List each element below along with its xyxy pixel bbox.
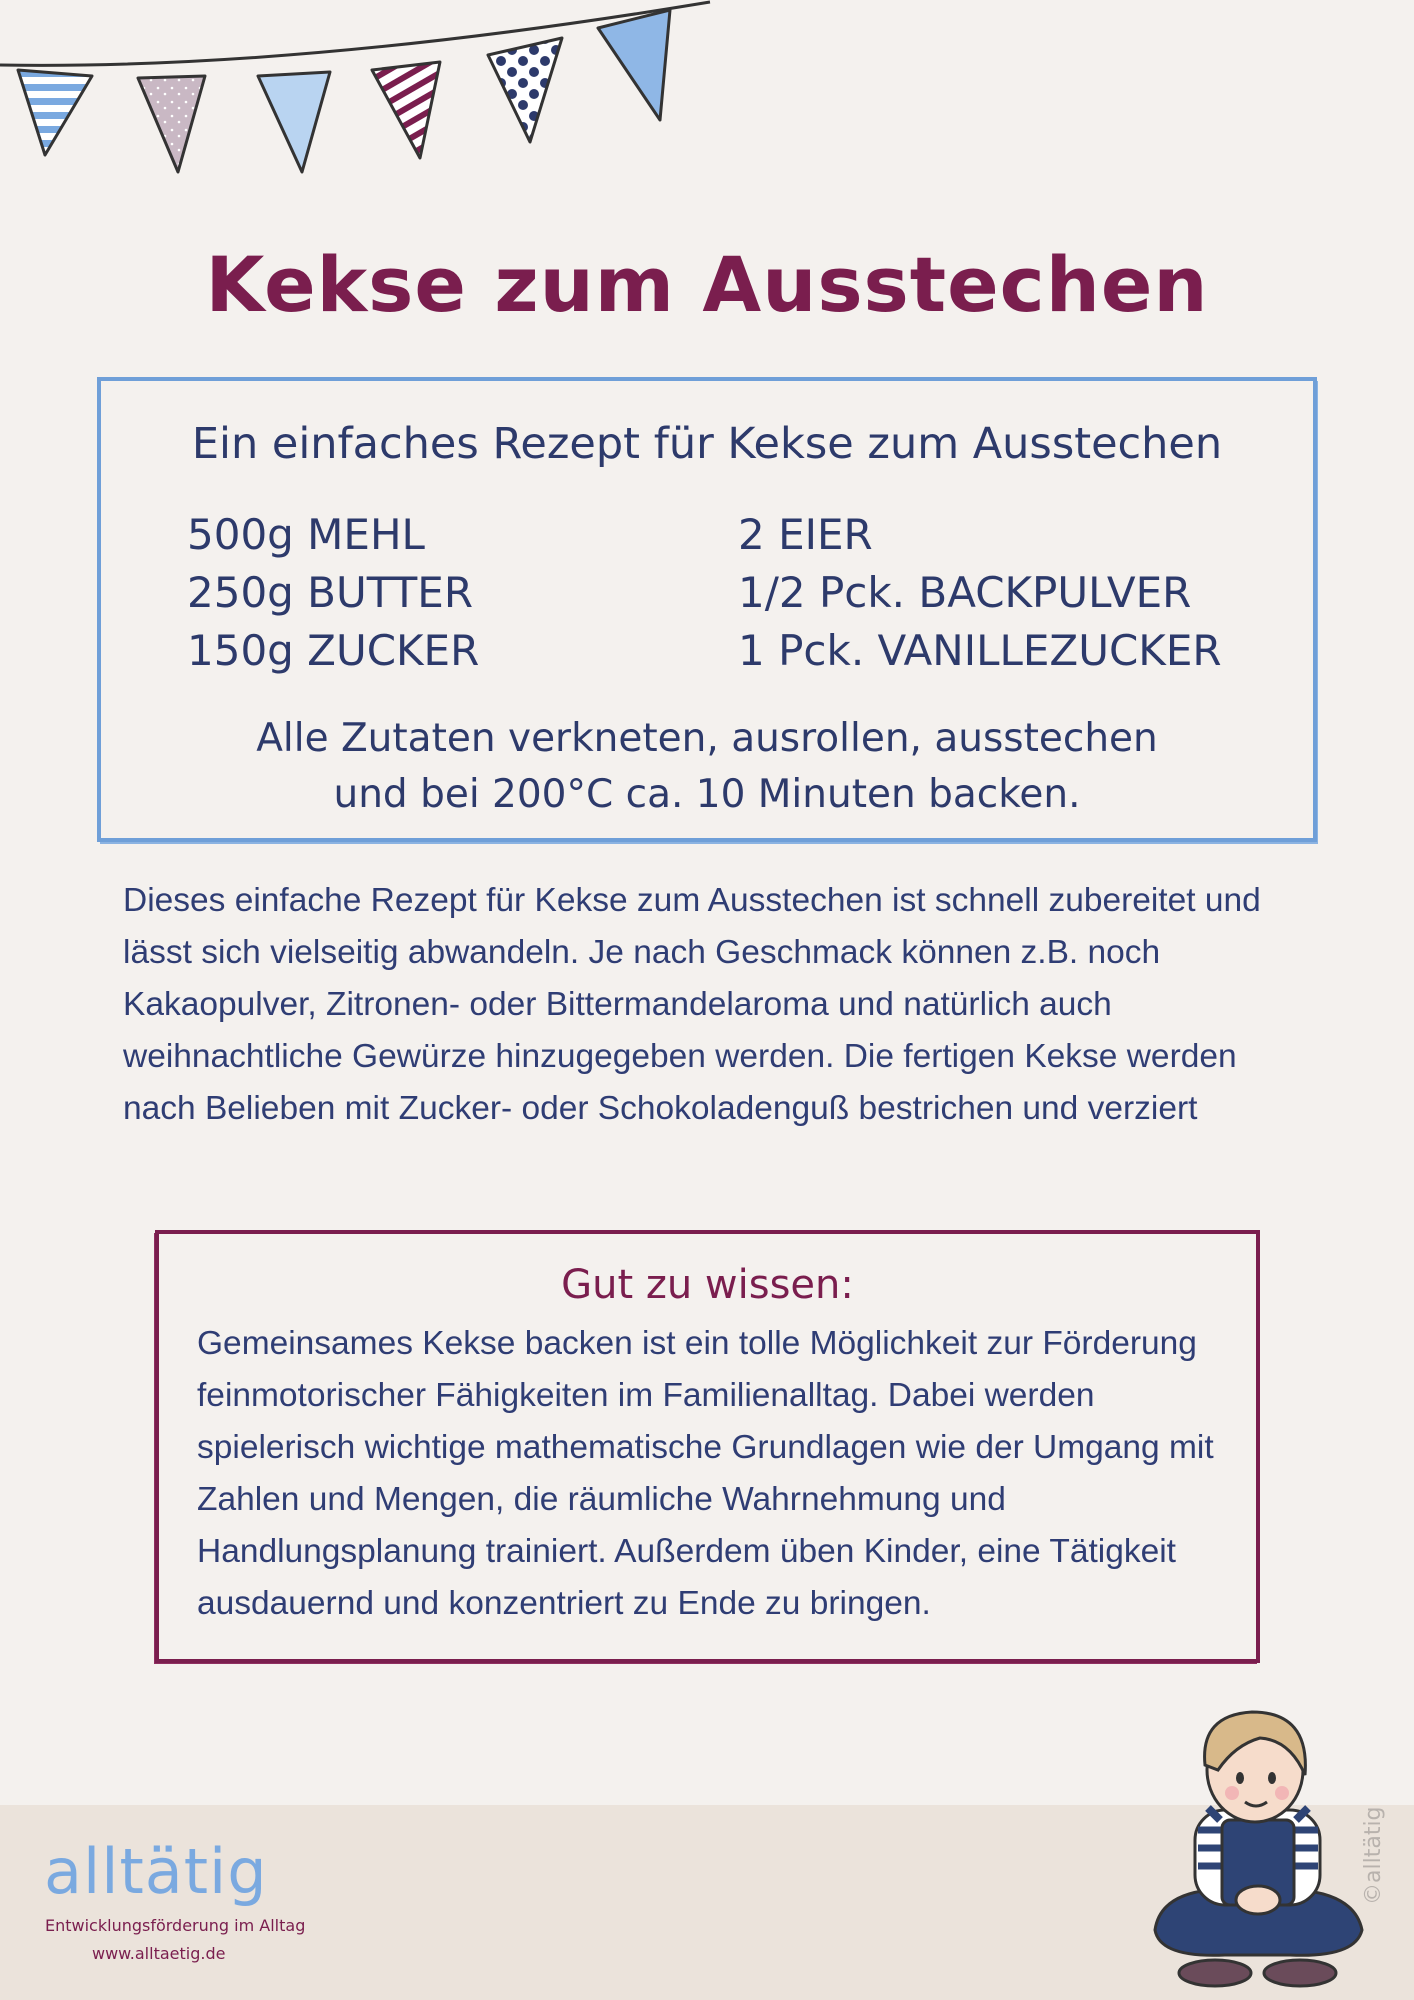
- recipe-instructions: [101, 711, 1313, 823]
- page-title: Kekse zum Ausstechen: [205, 240, 1209, 329]
- recipe-subtitle: Ein einfaches Rezept für Kekse zum Ausstechen: [191, 419, 1223, 469]
- good-to-know-title: Gut zu wissen:: [561, 1262, 854, 1308]
- brand-tagline: Entwicklungsförderung im Alltag: [45, 1916, 306, 1935]
- instruction-line: und bei 200°C ca. 10 Minuten backen.: [333, 772, 1081, 817]
- recipe-box: [97, 377, 1317, 842]
- good-to-know-box: [155, 1230, 1260, 1663]
- ingredients-right: [738, 506, 1222, 680]
- ingredient-item: 500g MEHL: [187, 510, 425, 559]
- ingredient-item: 2 EIER: [738, 510, 873, 559]
- ingredient-item: 150g ZUCKER: [187, 626, 480, 675]
- instruction-line: Alle Zutaten verkneten, ausrollen, ausstechen: [256, 716, 1158, 761]
- child-illustration-icon: [1140, 1690, 1370, 2000]
- ingredient-item: 250g BUTTER: [187, 568, 474, 617]
- ingredients-left: [187, 506, 479, 680]
- bunting-garland-icon: [0, 0, 720, 190]
- good-to-know-text: Gemeinsames Kekse backen ist ein tolle Möglichkeit zur Förderung feinmotorischer Fähigkeiten im Familienalltag. Dabei werden spielerisch wichtige mathematische Grundlagen wie der Umgang mit Zahlen und Mengen, die räumliche Wahrnehmung und Handlungsplanung trainiert. Außerdem üben Kinder, eine Tätigkeit ausdauernd und konzentriert zu Ende zu bringen.: [197, 1325, 1214, 1622]
- ingredient-item: 1 Pck. VANILLEZUCKER: [738, 626, 1222, 675]
- website-link[interactable]: www.alltaetig.de: [92, 1944, 226, 1963]
- description-paragraph: Dieses einfache Rezept für Kekse zum Ausstechen ist schnell zubereitet und lässt sich vielseitig abwandeln. Je nach Geschmack können z.B. noch Kakaopulver, Zitronen- oder Bittermandelaroma und natürlich auch weihnachtliche Gewürze hinzugegeben werden. Die fertigen Kekse werden nach Belieben mit Zucker- oder Schokoladenguß bestrichen und verziert: [123, 882, 1261, 1127]
- brand-logo: alltätig: [44, 1835, 268, 1908]
- ingredient-item: 1/2 Pck. BACKPULVER: [738, 568, 1192, 617]
- copyright-note: ©alltätig: [1361, 1806, 1386, 1905]
